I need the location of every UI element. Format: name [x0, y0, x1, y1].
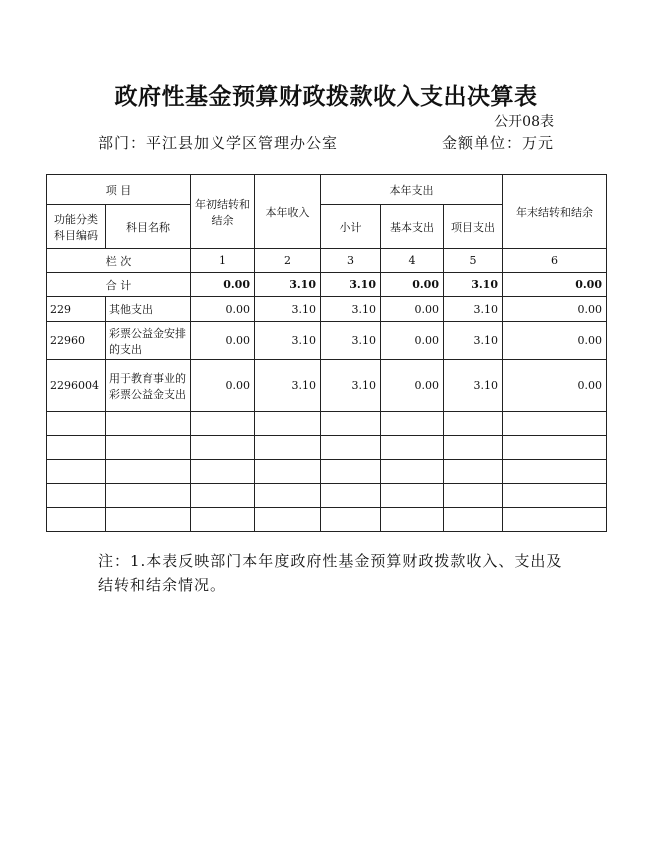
subject-name-cell: 其他支出: [106, 297, 191, 322]
value-cell: 3.10: [321, 322, 381, 360]
value-cell: 3.10: [444, 360, 503, 412]
value-cell: 3.10: [255, 297, 321, 322]
value-cell: 0.00: [503, 297, 607, 322]
header-subtotal: 小计: [321, 205, 381, 249]
column-index-label: 栏 次: [47, 249, 191, 273]
header-end-balance: 年末结转和结余: [503, 175, 607, 249]
header-expense-group: 本年支出: [321, 175, 503, 205]
subject-name-cell: 用于教育事业的彩票公益金支出: [106, 360, 191, 412]
table-row: [47, 322, 607, 360]
value-cell: 0.00: [191, 297, 255, 322]
total-cell: 3.10: [255, 273, 321, 297]
total-cell: 0.00: [191, 273, 255, 297]
header-basic: 基本支出: [381, 205, 444, 249]
amount-unit-label: 金额单位：万元: [441, 134, 554, 152]
table-row: [47, 360, 607, 412]
header-begin-balance: 年初结转和结余: [191, 175, 255, 249]
func-code-cell: 22960: [47, 322, 106, 360]
column-index: 1: [191, 249, 255, 273]
empty-row: [47, 508, 607, 532]
department-label: 部门：平江县加义学区管理办公室: [98, 134, 339, 152]
total-cell: 3.10: [444, 273, 503, 297]
value-cell: 0.00: [381, 360, 444, 412]
total-label: 合 计: [47, 273, 191, 297]
value-cell: 3.10: [444, 297, 503, 322]
func-code-cell: 2296004: [47, 360, 106, 412]
column-index: 5: [444, 249, 503, 273]
header-func-code: 功能分类科目编码: [47, 205, 106, 249]
value-cell: 0.00: [503, 360, 607, 412]
total-cell: 0.00: [381, 273, 444, 297]
header-project: 项目支出: [444, 205, 503, 249]
value-cell: 3.10: [255, 360, 321, 412]
value-cell: 0.00: [381, 322, 444, 360]
value-cell: 3.10: [321, 297, 381, 322]
value-cell: 0.00: [381, 297, 444, 322]
value-cell: 0.00: [191, 322, 255, 360]
subject-name-cell: 彩票公益金安排的支出: [106, 322, 191, 360]
header-income: 本年收入: [255, 175, 321, 249]
value-cell: 3.10: [255, 322, 321, 360]
value-cell: 3.10: [321, 360, 381, 412]
header-subject-name: 科目名称: [106, 205, 191, 249]
column-index: 2: [255, 249, 321, 273]
form-number: 公开08表: [494, 114, 554, 130]
value-cell: 0.00: [503, 322, 607, 360]
total-cell: 3.10: [321, 273, 381, 297]
report-title: 政府性基金预算财政拨款收入支出决算表: [114, 84, 538, 110]
table-row: [47, 297, 607, 322]
budget-table: [46, 174, 607, 532]
value-cell: 0.00: [191, 360, 255, 412]
total-cell: 0.00: [503, 273, 607, 297]
empty-row: [47, 412, 607, 436]
header-item: 项 目: [47, 175, 191, 205]
empty-row: [47, 436, 607, 460]
empty-row: [47, 484, 607, 508]
column-index: 4: [381, 249, 444, 273]
footnote: 注：1.本表反映部门本年度政府性基金预算财政拨款收入、支出及结转和结余情况。: [98, 552, 563, 594]
empty-row: [47, 460, 607, 484]
column-index: 6: [503, 249, 607, 273]
column-index: 3: [321, 249, 381, 273]
func-code-cell: 229: [47, 297, 106, 322]
value-cell: 3.10: [444, 322, 503, 360]
